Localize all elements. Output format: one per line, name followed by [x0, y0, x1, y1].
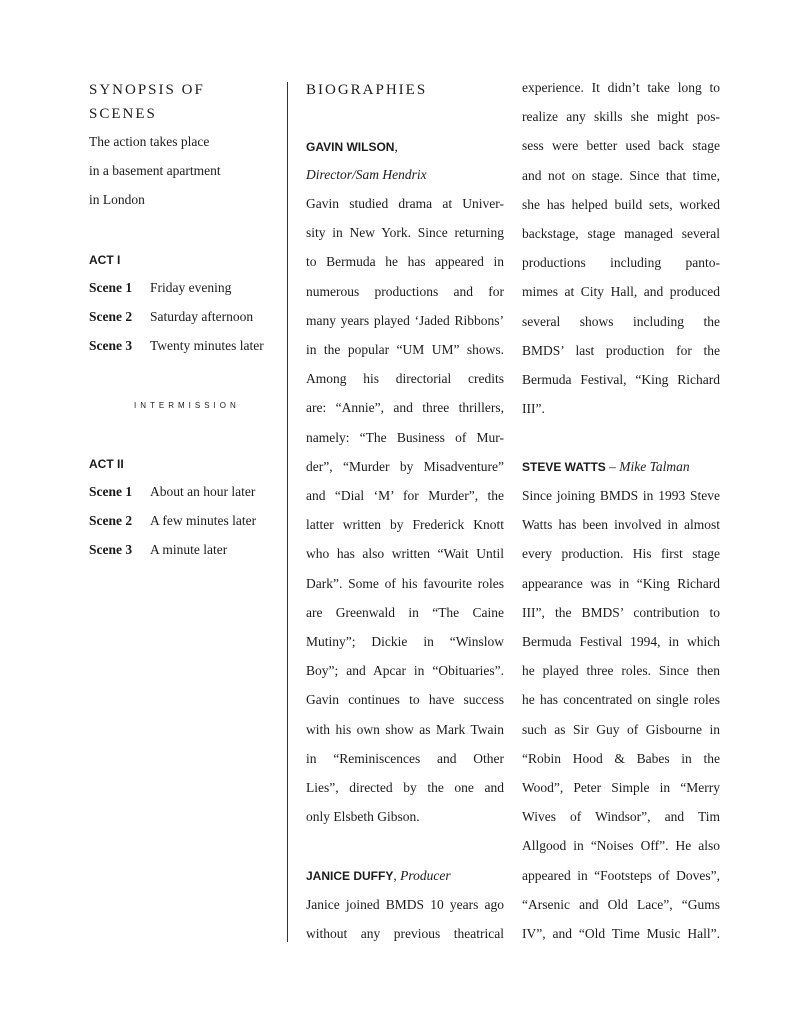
bio-text-line: Dark”. Some of his favourite roles — [306, 575, 504, 591]
bio-text-line: Wood”, Peter Simple in “Merry — [522, 780, 720, 795]
bio-text-line: are: “Annie”, and three thrillers, — [306, 400, 504, 416]
bio-text-line: Since joining BMDS in 1993 Steve — [522, 488, 720, 503]
bio-text-line: he has concentrated on single roles — [522, 692, 720, 708]
bio-text-line: namely: “The Business of Mur- — [306, 429, 504, 445]
bio-text-line: Bermuda Festival 1994, in which — [522, 634, 720, 649]
bio-text-line: mimes at City Hall, and produced — [522, 284, 720, 300]
bio-role: Producer — [400, 868, 451, 883]
bio-text-line: Gavin studied drama at Univer- — [306, 196, 504, 211]
bio-name: STEVE WATTS — [522, 460, 606, 474]
gavin-name-line — [306, 139, 398, 155]
scene-label: Scene 1 — [89, 484, 133, 499]
bio-role: Mike Talman — [619, 459, 690, 474]
bio-text-line: Gavin continues to have success — [306, 692, 504, 708]
act-2-scene-3 — [89, 542, 227, 558]
bio-text-line: realize any skills she might pos- — [522, 109, 720, 125]
bio-text-line: in the popular “UM UM” shows. — [306, 342, 504, 357]
act-1-scene-1 — [89, 280, 231, 296]
act-1-scene-3 — [89, 338, 264, 354]
bio-text-line: Allgood in “Noises Off”. He also — [522, 838, 720, 854]
scene-label: Scene 2 — [89, 309, 133, 324]
act-1-heading: ACT I — [89, 253, 121, 267]
bio-text-line: he played three roles. Since then — [522, 663, 720, 679]
biographies-column-2 — [522, 0, 722, 1020]
bio-text-line: to Bermuda he has appeared in — [306, 254, 504, 270]
synopsis-intro-line-3: in London — [89, 192, 145, 207]
bio-text-line: Lies”, directed by the one and — [306, 780, 504, 795]
bio-text-line: der”, “Murder by Misadventure” — [306, 458, 504, 474]
bio-text-line: Among his directorial credits — [306, 371, 504, 387]
bio-name: GAVIN WILSON — [306, 140, 395, 154]
bio-name: JANICE DUFFY — [306, 869, 394, 883]
bio-text-line: with his own show as Mark Twain — [306, 721, 504, 737]
bio-text-line: several shows including the — [522, 313, 720, 329]
bio-text-line: III”. — [522, 401, 545, 417]
bio-separator: , — [394, 139, 398, 154]
bio-text-line: Janice joined BMDS 10 years ago — [306, 897, 504, 912]
bio-text-line: Watts has been involved in almost — [522, 517, 720, 533]
bio-text-line: are Greenwald in “The Caine — [306, 604, 504, 620]
bio-text-line: Wives of Windsor”, and Tim — [522, 809, 720, 825]
synopsis-intro-line-2: in a basement apartment — [89, 163, 221, 178]
gavin-role: Director/Sam Hendrix — [306, 167, 427, 182]
bio-text-line: “Robin Hood & Babes in the — [522, 750, 720, 766]
bio-text-line: appeared in “Footsteps of Doves”, — [522, 867, 720, 883]
act-2-scene-1 — [89, 484, 255, 500]
synopsis-column — [89, 0, 279, 1020]
bio-text-line: she has helped build sets, worked — [522, 196, 720, 212]
bio-text-line: sity in New York. Since returning — [306, 225, 504, 241]
bio-text-line: only Elsbeth Gibson. — [306, 809, 420, 825]
intermission-label: INTERMISSION — [134, 401, 240, 410]
bio-separator: , — [393, 868, 401, 883]
synopsis-intro-line-1: The action takes place — [89, 134, 210, 149]
bio-text-line: III”, the BMDS’ contribution to — [522, 604, 720, 620]
janice-name-line — [306, 868, 451, 884]
bio-text-line: “Arsenic and Old Lace”, “Gums — [522, 896, 720, 912]
bio-text-line: such as Sir Guy of Gisbourne in — [522, 721, 720, 737]
steve-name-line — [522, 459, 690, 475]
scene-label: Scene 3 — [89, 542, 133, 557]
act-2-heading: ACT II — [89, 457, 124, 471]
scene-desc: A minute later — [150, 542, 228, 557]
synopsis-title-line-2: SCENES — [89, 106, 157, 122]
bio-text-line: experience. It didn’t take long to — [522, 80, 720, 95]
bio-text-line: Bermuda Festival, “King Richard — [522, 372, 720, 387]
bio-text-line: sess were better used back stage — [522, 138, 720, 154]
bio-separator: – — [605, 459, 620, 474]
bio-text-line: many years played ‘Jaded Ribbons’ — [306, 312, 504, 328]
act-2-scene-2 — [89, 513, 256, 529]
act-1-scene-2 — [89, 309, 253, 325]
scene-desc: About an hour later — [150, 484, 256, 499]
bio-text-line: Mutiny”; Dickie in “Winslow — [306, 634, 504, 649]
scene-label: Scene 1 — [89, 280, 133, 295]
scene-desc: Twenty minutes later — [150, 338, 264, 353]
scene-desc: A few minutes later — [150, 513, 257, 528]
scene-desc: Saturday afternoon — [150, 309, 254, 324]
scene-label: Scene 2 — [89, 513, 133, 528]
synopsis-title-line-1: SYNOPSIS OF — [89, 82, 205, 98]
bio-text-line: every production. His first stage — [522, 546, 720, 562]
bio-text-line: BMDS’ last production for the — [522, 342, 720, 358]
bio-text-line: backstage, stage managed several — [522, 226, 720, 241]
scene-label: Scene 3 — [89, 338, 133, 353]
biographies-title: BIOGRAPHIES — [306, 82, 428, 98]
bio-text-line: latter written by Frederick Knott — [306, 517, 504, 533]
biographies-column-1 — [306, 0, 506, 1020]
bio-text-line: appearance was in “King Richard — [522, 575, 720, 591]
bio-text-line: who has also written “Wait Until — [306, 546, 504, 562]
bio-text-line: and not on stage. Since that time, — [522, 167, 720, 183]
scene-desc: Friday evening — [150, 280, 232, 295]
bio-text-line: numerous productions and for — [306, 283, 504, 299]
bio-text-line: Boy”; and Apcar in “Obituaries”. — [306, 663, 504, 679]
bio-text-line: IV”, and “Old Time Music Hall”. — [522, 926, 720, 941]
bio-text-line: and “Dial ‘M’ for Murder”, the — [306, 488, 504, 503]
bio-text-line: without any previous theatrical — [306, 926, 504, 942]
bio-text-line: in “Reminiscences and Other — [306, 750, 504, 766]
column-divider — [287, 82, 288, 942]
bio-text-line: productions including panto- — [522, 255, 720, 271]
